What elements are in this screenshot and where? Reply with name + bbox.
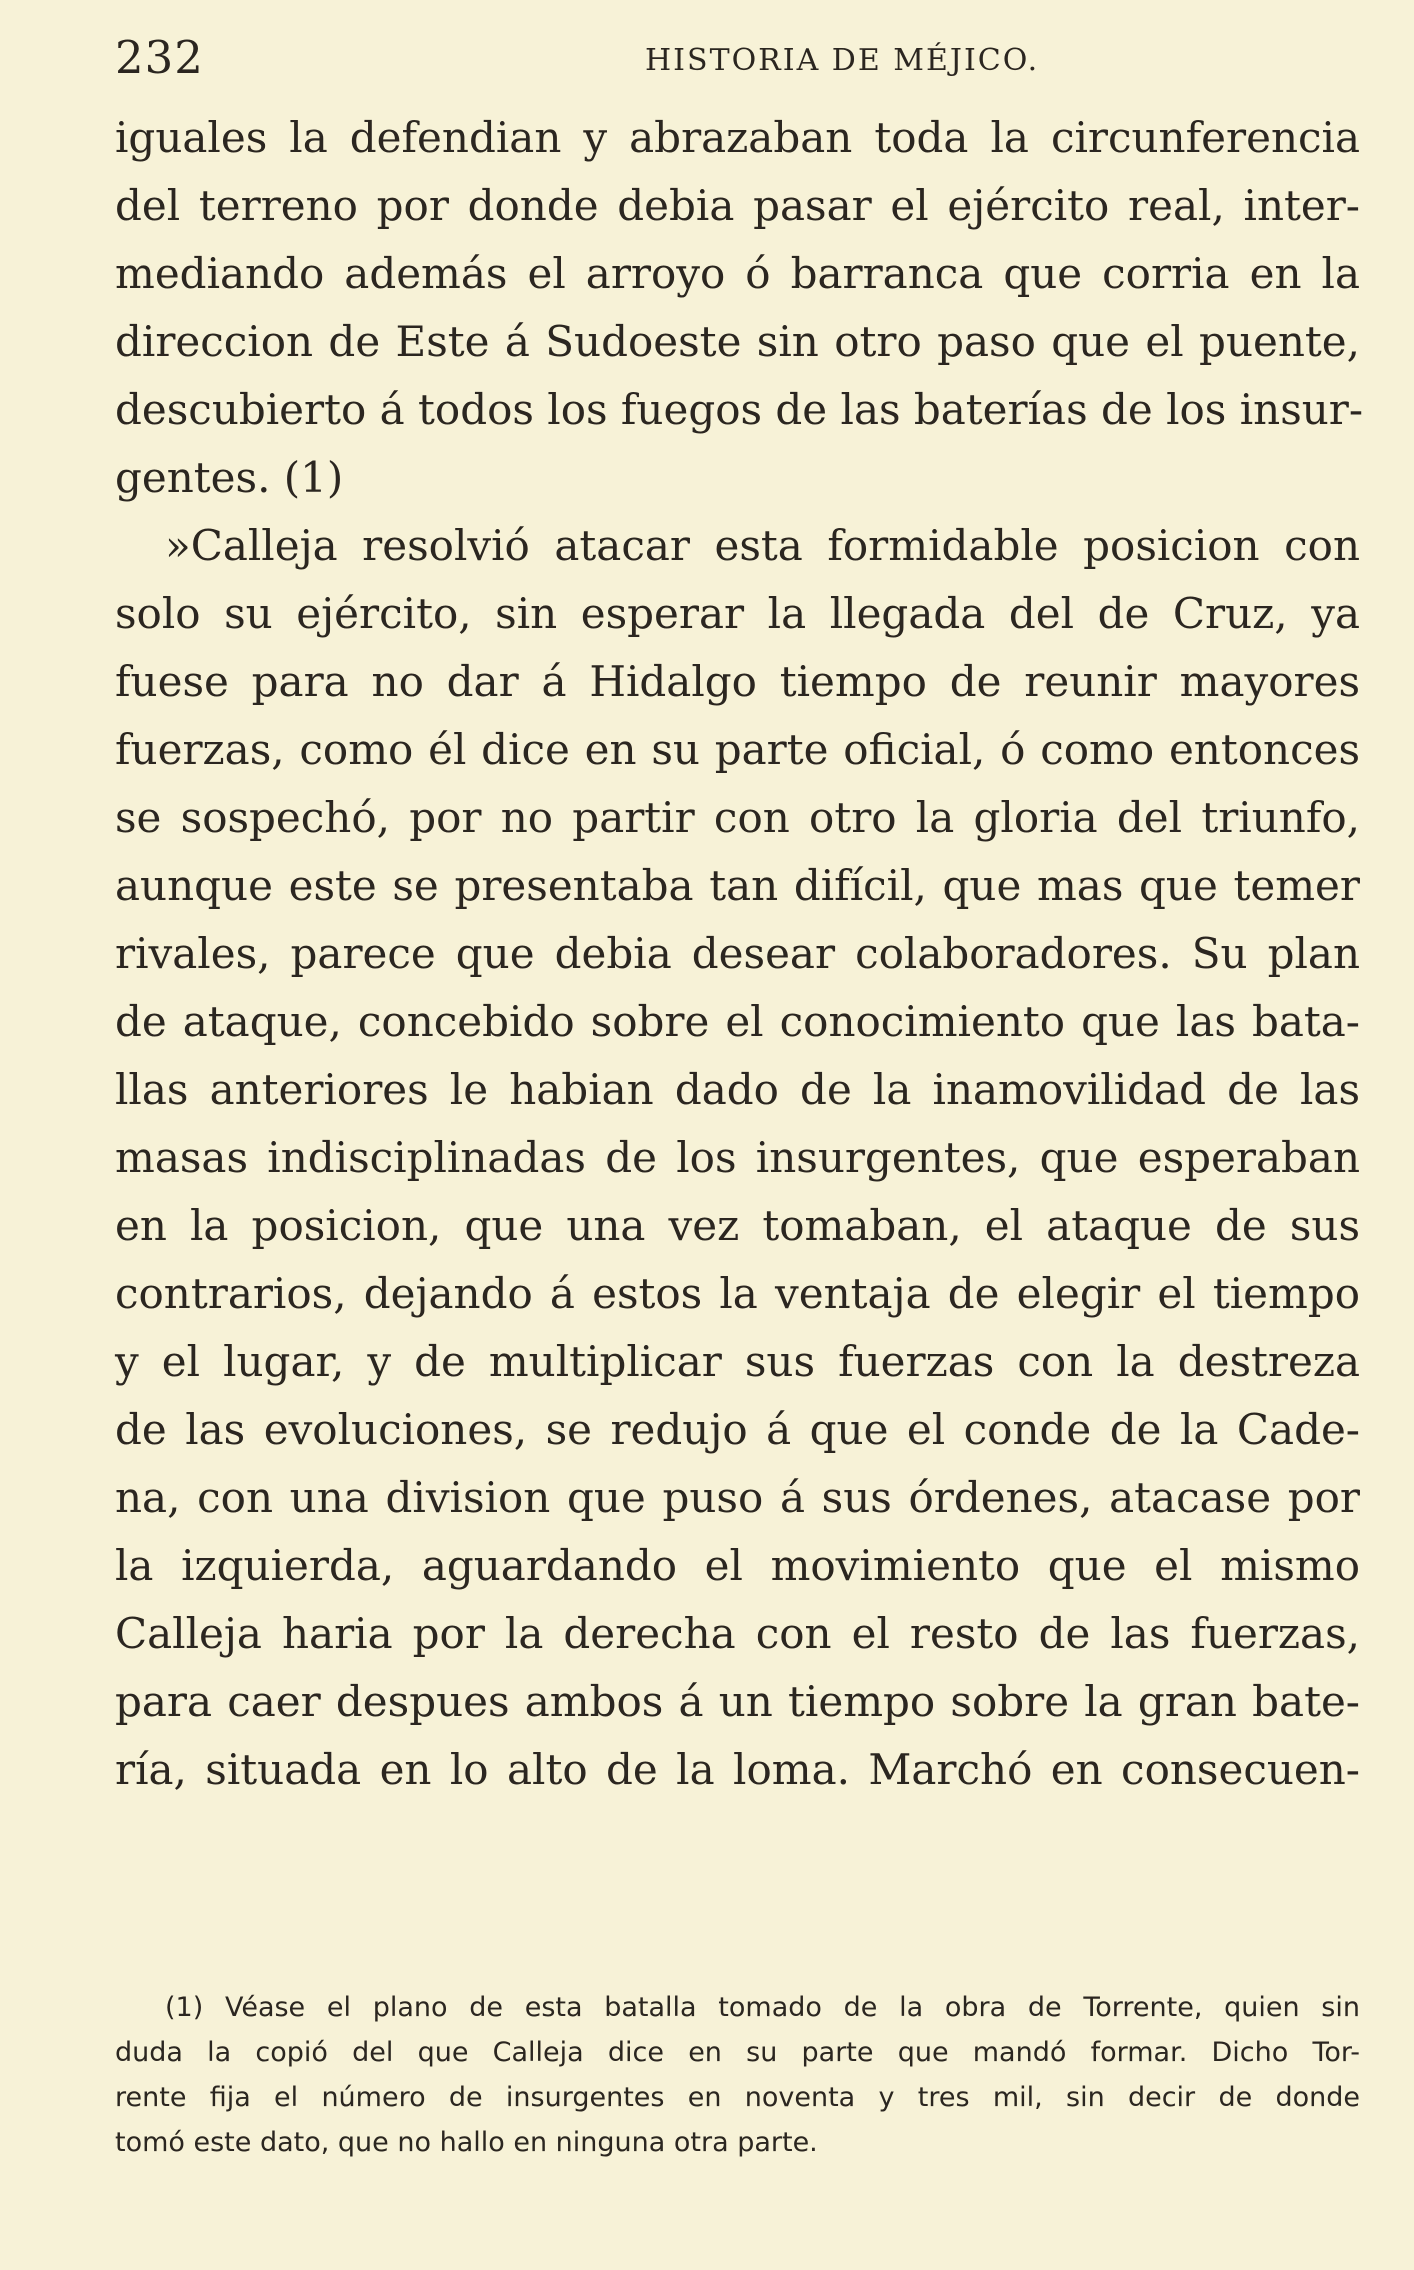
text-line: solo su ejército, sin esperar la llegada del de Cruz, ya [115, 589, 1360, 638]
text-line: aunque este se presentaba tan difícil, que mas que temer [115, 861, 1360, 910]
main-text [115, 104, 1364, 1804]
text-line: la izquierda, aguardando el movimiento que el mismo [115, 1541, 1360, 1590]
text-line: iguales la defendian y abrazaban toda la circunferencia [115, 113, 1360, 162]
text-line: para caer despues ambos á un tiempo sobre la gran bate- [115, 1677, 1360, 1726]
running-title: HISTORIA DE MÉJICO. [645, 43, 1040, 78]
text-line: fuese para no dar á Hidalgo tiempo de reunir mayores [115, 657, 1360, 706]
page-number: 232 [115, 31, 204, 84]
text-line: fuerzas, como él dice en su parte oficial, ó como entonces [115, 725, 1360, 774]
text-line: gentes. (1) [115, 453, 344, 502]
page-header [115, 30, 1360, 90]
text-line: se sospechó, por no partir con otro la gloria del triunfo, [115, 793, 1360, 842]
text-line: mediando además el arroyo ó barranca que corria en la [115, 249, 1360, 298]
text-line: »Calleja resolvió atacar esta formidable posicion con [165, 521, 1360, 570]
footnote-line: rente fija el número de insurgentes en noventa y tres mil, sin decir de donde [115, 2082, 1360, 2113]
footnote-line: (1) Véase el plano de esta batalla tomado de la obra de Torrente, quien sin [165, 1992, 1360, 2023]
text-line: direccion de Este á Sudoeste sin otro paso que el puente, [115, 317, 1360, 366]
text-line: y el lugar, y de multiplicar sus fuerzas con la destreza [115, 1337, 1360, 1386]
text-line: masas indisciplinadas de los insurgentes, que esperaban [115, 1133, 1360, 1182]
text-line: na, con una division que puso á sus órdenes, atacase por [115, 1473, 1360, 1522]
footnote [115, 1985, 1360, 2165]
text-line: de ataque, concebido sobre el conocimiento que las bata- [115, 997, 1360, 1046]
text-line: descubierto á todos los fuegos de las baterías de los insur- [115, 385, 1364, 434]
text-line: llas anteriores le habian dado de la inamovilidad de las [115, 1065, 1360, 1114]
text-line: de las evoluciones, se redujo á que el conde de la Cade- [115, 1405, 1360, 1454]
text-line: Calleja haria por la derecha con el resto de las fuerzas, [115, 1609, 1360, 1658]
text-line: en la posicion, que una vez tomaban, el ataque de sus [115, 1201, 1360, 1250]
text-line: del terreno por donde debia pasar el ejército real, inter- [115, 181, 1360, 230]
footnote-line: tomó este dato, que no hallo en ninguna otra parte. [115, 2127, 818, 2158]
footnote-line: duda la copió del que Calleja dice en su parte que mandó formar. Dicho Tor- [115, 2037, 1360, 2068]
text-line: ría, situada en lo alto de la loma. Marchó en consecuen- [115, 1745, 1360, 1794]
text-line: rivales, parece que debia desear colaboradores. Su plan [115, 929, 1360, 978]
text-line: contrarios, dejando á estos la ventaja de elegir el tiempo [115, 1269, 1360, 1318]
